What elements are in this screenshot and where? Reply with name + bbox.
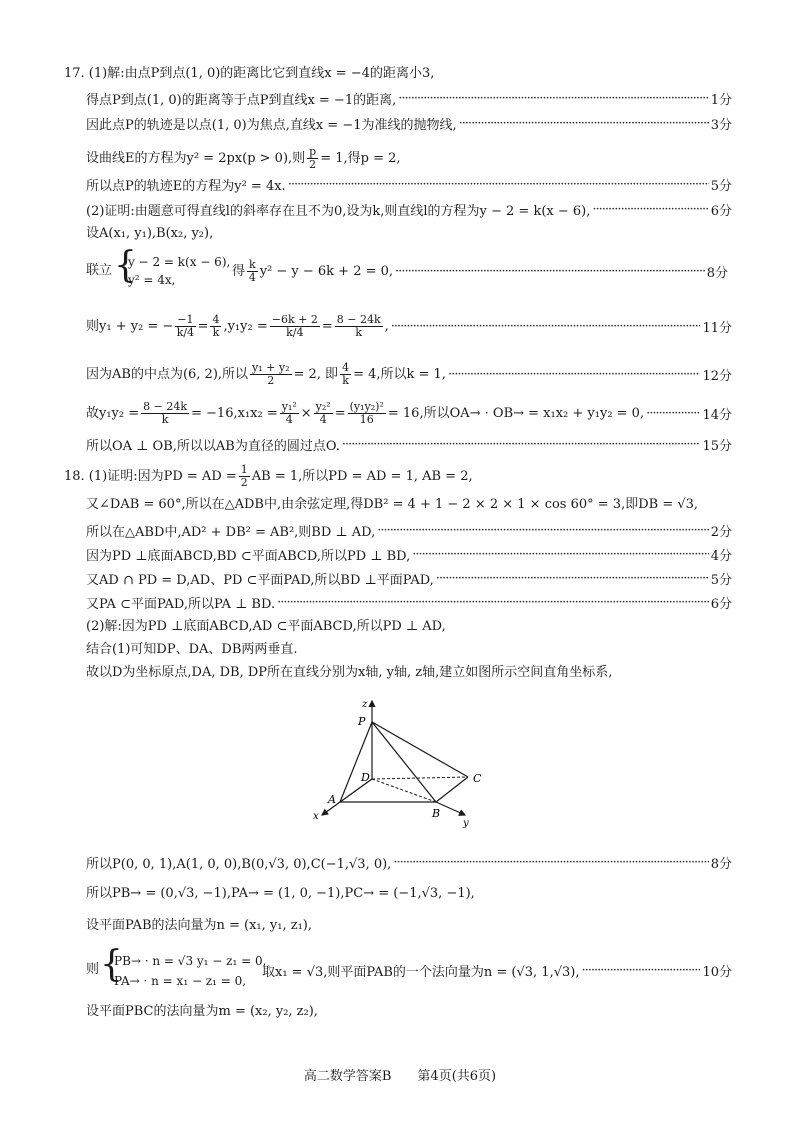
q17-line-2 xyxy=(86,115,732,131)
q17-line-3-a: 设曲线E的方程为y² = 2px(p > 0),则 xyxy=(86,151,306,166)
q17-line-1 xyxy=(86,90,732,106)
q17-line-9 xyxy=(86,360,732,388)
q18-line-2-text: 所以在△ABD中,AD² + DB² = AB²,则BD ⊥ AD, xyxy=(86,524,376,540)
q18-line-2 xyxy=(86,522,732,538)
q17-line-11 xyxy=(86,436,732,452)
q17-line-8-score: 11分 xyxy=(702,320,732,336)
q18-line-12 xyxy=(262,962,732,978)
q17-line-5-text: (2)证明:由题意可得直线l的斜率存在且不为0,设为k,则直线l的方程为y − 2 = k(x − 6), xyxy=(86,203,591,219)
brace-icon: { xyxy=(114,245,137,286)
q17-line-7-text: 得 $\frac{k}{4}$ y² − y − 6k + 2 = 0, xyxy=(232,257,394,284)
edge-PB xyxy=(372,722,436,802)
q17-line-5 xyxy=(86,201,732,217)
q18-line-8: 故以D为坐标原点,DA, DB, DP所在直线分别为x轴, y轴, z轴,建立如图所示空间直角坐标系, xyxy=(86,665,613,680)
q18-line-7: 结合(1)可知DP、DA、DB两两垂直. xyxy=(86,642,298,657)
q17-line-7 xyxy=(232,257,728,284)
q17-line-4-text: 所以点P的轨迹E的方程为y² = 4x. xyxy=(86,178,286,194)
q18-line-4-score: 5分 xyxy=(710,572,732,588)
edge-PC xyxy=(372,722,468,777)
q18-line-11: 设平面PAB的法向量为n = (x₁, y₁, z₁), xyxy=(86,918,312,933)
q18-line-1: 又∠DAB = 60°,所以在△ADB中,由余弦定理,得DB² = 4 + 1 − 2 × 2 × 1 × cos 60° = 3,即DB = √3, xyxy=(86,497,699,512)
q17-line-4 xyxy=(86,176,732,192)
q18-line-3-score: 4分 xyxy=(710,548,732,564)
q17-line-8-text: 则y₁ + y₂ = − $\frac{-1}{k/4}$ = $\frac{4}{k}$ ,y₁y₂ = $\frac{-6k + 2}{k/4}$ = $\frac{8 - 24k}{k}$ , xyxy=(86,312,389,339)
q17-line-1-text: 得点P到点(1, 0)的距离等于点P到直线x = −1的距离, xyxy=(86,92,397,108)
q17-line-2-score: 3分 xyxy=(710,117,732,133)
q17-line-3-frac: $\frac{p}{2}$ xyxy=(309,145,317,171)
q18-line-4 xyxy=(86,570,732,586)
q17-line-3-b: = 1,得p = 2, xyxy=(320,151,401,166)
q18-system-eq-1: PB→ · n = √3 y₁ − z₁ = 0, xyxy=(114,954,267,968)
q18-head: 18. (1)证明:因为PD = AD = $\frac{1}{2}$ AB = 1,所以PD = AD = 1, AB = 2, xyxy=(64,463,473,489)
q18-line-6: (2)解:因为PD ⊥底面ABCD,AD ⊂平面ABCD,所以PD ⊥ AD, xyxy=(86,619,446,634)
label-A: A xyxy=(328,793,336,806)
q17-head: 17. (1)解:由点P到点(1, 0)的距离比它到直线x = −4的距离小3, xyxy=(64,66,435,81)
q18-line-5 xyxy=(86,594,732,610)
edge-BC xyxy=(436,777,468,802)
q18-line-5-score: 6分 xyxy=(710,596,732,612)
q17-line-10 xyxy=(86,398,732,428)
q18-line-12-label: 则 xyxy=(86,962,100,977)
brace-icon: { xyxy=(100,944,123,985)
y-axis xyxy=(436,802,465,815)
label-y: y xyxy=(463,818,469,829)
q17-line-4-score: 5分 xyxy=(710,178,732,194)
q17-line-9-text: 因为AB的中点为(6, 2),所以 $\frac{\text{y₁ + y₂}}{2}$ = 2, 即 $\frac{4}{k}$ = 4,所以k = 1, xyxy=(86,360,446,387)
q18-line-4-text: 又AD ∩ PD = D,AD、PD ⊂平面PAD,所以BD ⊥平面PAD, xyxy=(86,572,434,588)
label-P: P xyxy=(358,715,366,728)
q18-line-12-text: 取x₁ = √3,则平面PAB的一个法向量为n = (√3, 1,√3), xyxy=(262,964,580,980)
q18-line-2-score: 2分 xyxy=(710,524,732,540)
q17-line-11-text: 所以OA ⊥ OB,所以以AB为直径的圆过点O. xyxy=(86,438,340,454)
label-x: x xyxy=(313,811,319,822)
q17-line-6: 设A(x₁, y₁),B(x₂, y₂), xyxy=(86,226,214,241)
label-B: B xyxy=(432,807,441,820)
q18-line-9 xyxy=(86,854,732,870)
q18-line-13: 设平面PBC的法向量为m = (x₂, y₂, z₂), xyxy=(86,1004,318,1019)
pyramid-figure xyxy=(300,695,500,830)
q18-line-10: 所以PB→ = (0,√3, −1),PA→ = (1, 0, −1),PC→ = (−1,√3, −1), xyxy=(86,886,475,901)
edge-DC xyxy=(372,777,468,779)
q18-line-9-text: 所以P(0, 0, 1),A(1, 0, 0),B(0,√3, 0),C(−1,√3, 0), xyxy=(86,856,392,872)
q17-line-7-score: 8分 xyxy=(706,265,728,281)
q18-line-3-text: 因为PD ⊥底面ABCD,BD ⊂平面ABCD,所以PD ⊥ BD, xyxy=(86,548,411,564)
q17-line-10-text: 故y₁y₂ = $\frac{8 - 24k}{k}$ = −16,x₁x₂ = $\frac{\text{y₁²}}{4}$ × $\frac{\text{y₂²}}{4}$ = $\frac{\text{(y₁y₂)²}}{16}$ = 16,所以OA→ · OB→ = x₁x₂ + y₁y₂ = 0, xyxy=(86,399,645,426)
q18-line-9-score: 8分 xyxy=(710,856,732,872)
q17-line-8 xyxy=(86,308,732,344)
page-footer: 高二数学答案B 第4页(共6页) xyxy=(303,1069,497,1084)
q18-system-eq-2: PA→ · n = x₁ − z₁ = 0, xyxy=(114,974,247,988)
label-z: z xyxy=(362,699,368,710)
q17-system-eq-2: y² = 4x, xyxy=(128,273,176,287)
q18-line-5-text: 又PA ⊂平面PAD,所以PA ⊥ BD. xyxy=(86,596,276,612)
q18-line-3 xyxy=(86,546,732,562)
q17-line-2-text: 因此点P的轨迹是以点(1, 0)为焦点,直线x = −1为准线的抛物线, xyxy=(86,117,457,133)
q17-line-5-score: 6分 xyxy=(710,203,732,219)
q17-line-11-score: 15分 xyxy=(702,438,732,454)
q17-line-9-score: 12分 xyxy=(702,368,732,384)
q17-line-10-score: 14分 xyxy=(702,407,732,423)
q17-line-7-label: 联立 xyxy=(86,263,113,278)
label-D: D xyxy=(361,771,370,784)
q18-line-12-score: 10分 xyxy=(702,964,732,980)
q17-line-1-score: 1分 xyxy=(710,92,732,108)
q17-line-3 xyxy=(86,146,401,171)
q17-system-eq-1: y − 2 = k(x − 6), xyxy=(128,255,231,269)
label-C: C xyxy=(473,772,482,785)
